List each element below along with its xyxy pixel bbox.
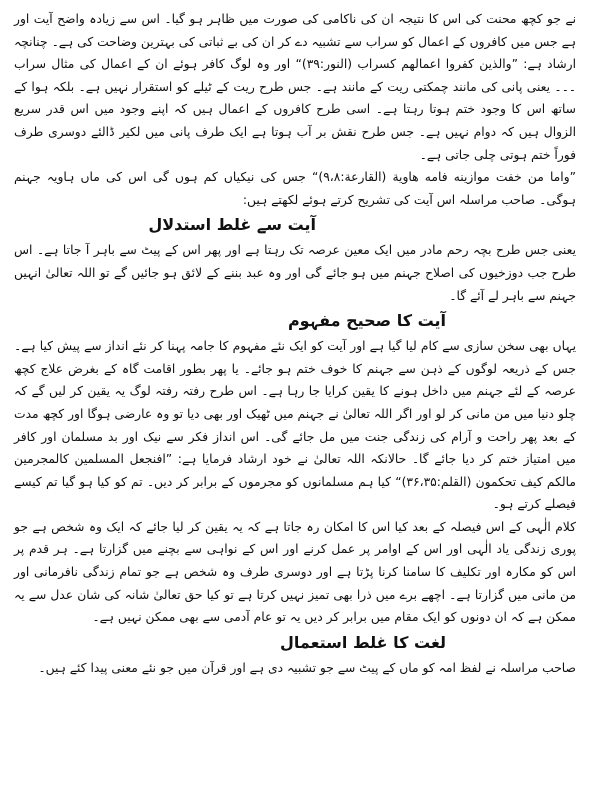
heading-correct-meaning: آیت کا صحیح مفہوم (287, 311, 446, 331)
paragraph-3: یعنی جس طرح بچہ رحم مادر میں ایک معین عرصہ تک رہتا ہے اور پھر اس کے پیٹ سے باہر آ جاتا ہے۔ اس طرح جب دوزخیوں کی اصلاح جہنم میں ہو جائے گی اور وہ عبد بننے کے لائق ہو جائیں گے تو اللہ تعالیٰ انہیں جہنم سے باہر لے آئے گا۔ (14, 243, 576, 303)
paragraph-5: کلام الٰہی کے اس فیصلہ کے بعد کیا اس کا امکان رہ جاتا ہے کہ یہ یقین کر لیا جائے کہ ایک وہ شخص ہے جو پوری زندگی یاد الٰہی اور اس کے اوامر پر عمل کرنے اور اس کے نواہی سے بچنے میں گزارتا ہے۔ ہر قدم پر اس کو مکارہ اور تکلیف کا سامنا کرنا پڑتا ہے اور دوسری طرف وہ شخص ہے جو تمام زندگی نافرمانی اور من مانی میں گزارتا ہے۔ اچھے برے میں ذرا بھی تمیز نہیں کرتا ہے تو کیا حق تعالیٰ شانہ کی شان عدل سے یہ ممکن ہے کہ ان دونوں کو ایک مقام میں برابر کر دیں یہ تو عام آدمی سے بھی ممکن نہیں ہے۔ (14, 519, 576, 625)
heading-wrong-inference: آیت سے غلط استدلال (148, 215, 316, 235)
paragraph-2: ”واما من خفت موازینه فامه هاویة (القارعة:۹،۸)“ جس کی نیکیاں کم ہوں گی اس کی ماں ہاویہ جہنم ہوگی۔ صاحب مراسلہ اس آیت کی تشریح کرتے ہوئے لکھتے ہیں: (14, 170, 576, 207)
paragraph-6: صاحب مراسلہ نے لفظ امہ کو ماں کے پیٹ سے جو تشبیہ دی ہے اور قرآن میں جو نئے معنی پیدا کئے ہیں۔ (38, 660, 576, 675)
paragraph-4: یہاں بھی سخن سازی سے کام لیا گیا ہے اور آیت کو ایک نئے مفہوم کا جامہ پہنا کر نئے انداز سے پیش کیا ہے۔ جس کے ذریعہ لوگوں کے ذہن سے جہنم کا خوف ختم ہو جائے۔ یا پھر بطور اقامت گاہ کے بغرض علاج کچھ عرصہ کے لئے جہنم میں داخل ہونے کا یقین کرایا جا رہا ہے۔ اس طرح رفتہ رفتہ لوگ یہ یقین کر لیں گے کہ چلو دنیا میں من مانی کر لو اور اگر اللہ تعالیٰ نے جہنم میں ٹھیک اور بھی دیا تو وہ عارضی ہوگا اور کچھ مدت کے بعد پھر راحت و آرام کی زندگی جنت میں مل جائے گی۔ اس انداز فکر سے نیک اور بد مسلمان اور کافر میں امتیاز ختم کر دیا جائے گا۔ حالانکہ اللہ تعالیٰ نے خود ارشاد فرمایا ہے: ”افنجعل المسلمین کالمجرمین مالکم کیف تحکمون (القلم:۳۶،۳۵)“ کیا ہم مسلمانوں کو مجرموں کے برابر کر دیں۔ تم کو کیا ہو گیا تم کیسے فیصلے کرتے ہو۔ (14, 339, 576, 512)
heading-wrong-lexical-use: لغت کا غلط استعمال (280, 632, 446, 652)
paragraph-1: نے جو کچھ محنت کی اس کا نتیجہ ان کی ناکامی کی صورت میں ظاہر ہو گیا۔ اس سے زیادہ واضح آیت اور ہے جس میں کافروں کے اعمال کو سراب سے تشبیہ دے کر ان کی بے ثباتی کی بہترین وضاحت کی ہے۔ چنانچہ ارشاد ہے: ”والذین کفروا اعمالھم کسراب (النور:۳۹)“ اور وہ لوگ کافر ہوئے ان کے اعمال کی مثال سراب ۔۔۔ یعنی پانی کی مانند چمکتی ریت کے مانند ہے۔ جس طرح ریت کے ٹیلے کو استقرار نہیں ہے۔ بلکہ ہوا کے ساتھ اس کا وجود ختم ہوتا رہتا ہے۔ اسی طرح کافروں کے اعمال ہیں کہ اپنے وجود میں اس قدر سریع الزوال ہیں کہ دوام نہیں ہے۔ جس طرح نقش بر آب ہوتا ہے ایک طرف پانی میں لکیر ڈالئے دوسری طرف فوراً ختم ہوتی چلی جاتی ہے۔ (14, 12, 577, 162)
